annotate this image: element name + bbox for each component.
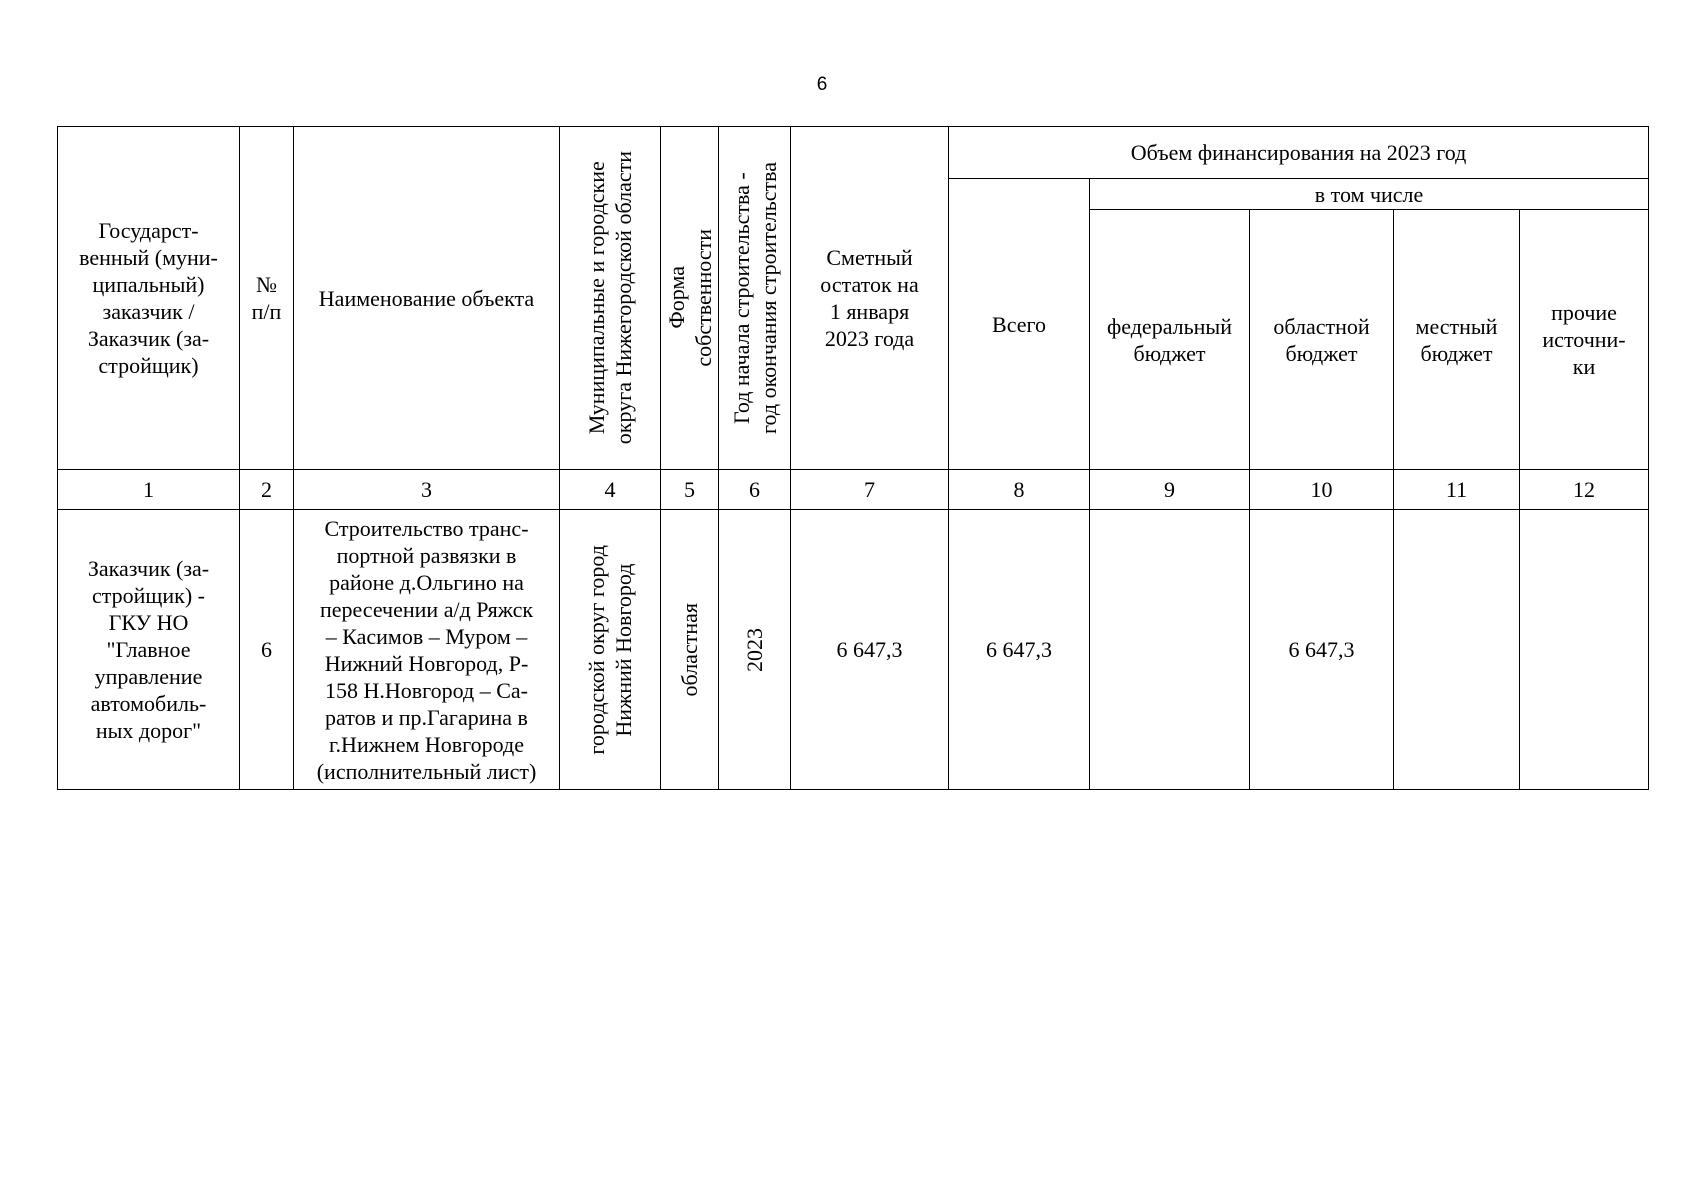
header-ownership-text: Форма собственности: [663, 229, 716, 367]
column-number: 6: [719, 470, 791, 510]
header-years: [719, 127, 791, 470]
header-including: в том числе: [1090, 179, 1649, 210]
header-estimate: Сметный остаток на 1 января 2023 года: [791, 127, 949, 470]
column-number: 3: [294, 470, 560, 510]
row-district: [560, 510, 661, 790]
row-regional: 6 647,3: [1250, 510, 1394, 790]
row-total: 6 647,3: [949, 510, 1090, 790]
table-row: [58, 510, 1649, 790]
header-total: Всего: [949, 179, 1090, 470]
column-number: 11: [1394, 470, 1520, 510]
column-number: 12: [1520, 470, 1649, 510]
column-number-row: [58, 470, 1649, 510]
header-object-name: Наименование объекта: [294, 127, 560, 470]
header-financing-group: Объем финансирования на 2023 год: [949, 127, 1649, 179]
page-number: 6: [816, 74, 828, 95]
row-object-name: Строительство транс- портной развязки в районе д.Ольгино на пересечении а/д Ряжск – Касимов – Муром – Нижний Новгород, Р- 158 Н.Новгород – Са- ратов и пр.Гагарина в г.Нижнем Новгороде (исполнительный лист): [294, 510, 560, 790]
header-districts: [560, 127, 661, 470]
row-other: [1520, 510, 1649, 790]
header-local: местный бюджет: [1394, 210, 1520, 470]
row-number: 6: [240, 510, 294, 790]
column-number: 8: [949, 470, 1090, 510]
row-ownership-text: областная: [677, 602, 702, 697]
column-number: 1: [58, 470, 240, 510]
row-years: [719, 510, 791, 790]
header-other: прочие источни- ки: [1520, 210, 1649, 470]
column-number: 9: [1090, 470, 1250, 510]
row-customer: Заказчик (за- стройщик) - ГКУ НО "Главное управление автомобиль- ных дорог": [58, 510, 240, 790]
header-districts-text: Муниципальные и городские округа Нижегородской области: [584, 151, 636, 445]
financing-table: [57, 126, 1649, 790]
header-customer: Государст- венный (муни- ципальный) заказчик / Заказчик (за- стройщик): [58, 127, 240, 470]
row-local: [1394, 510, 1520, 790]
row-federal: [1090, 510, 1250, 790]
header-ownership: [661, 127, 719, 470]
header-years-text: Год начала строительства - год окончания строительства: [728, 162, 781, 434]
row-district-text: городской округ город Нижний Новгород: [584, 544, 636, 755]
column-number: 4: [560, 470, 661, 510]
header-number: № п/п: [240, 127, 294, 470]
column-number: 2: [240, 470, 294, 510]
row-ownership: [661, 510, 719, 790]
header-regional: областной бюджет: [1250, 210, 1394, 470]
row-estimate: 6 647,3: [791, 510, 949, 790]
header-federal: федеральный бюджет: [1090, 210, 1250, 470]
row-years-text: 2023: [742, 627, 767, 672]
column-number: 10: [1250, 470, 1394, 510]
column-number: 5: [661, 470, 719, 510]
column-number: 7: [791, 470, 949, 510]
